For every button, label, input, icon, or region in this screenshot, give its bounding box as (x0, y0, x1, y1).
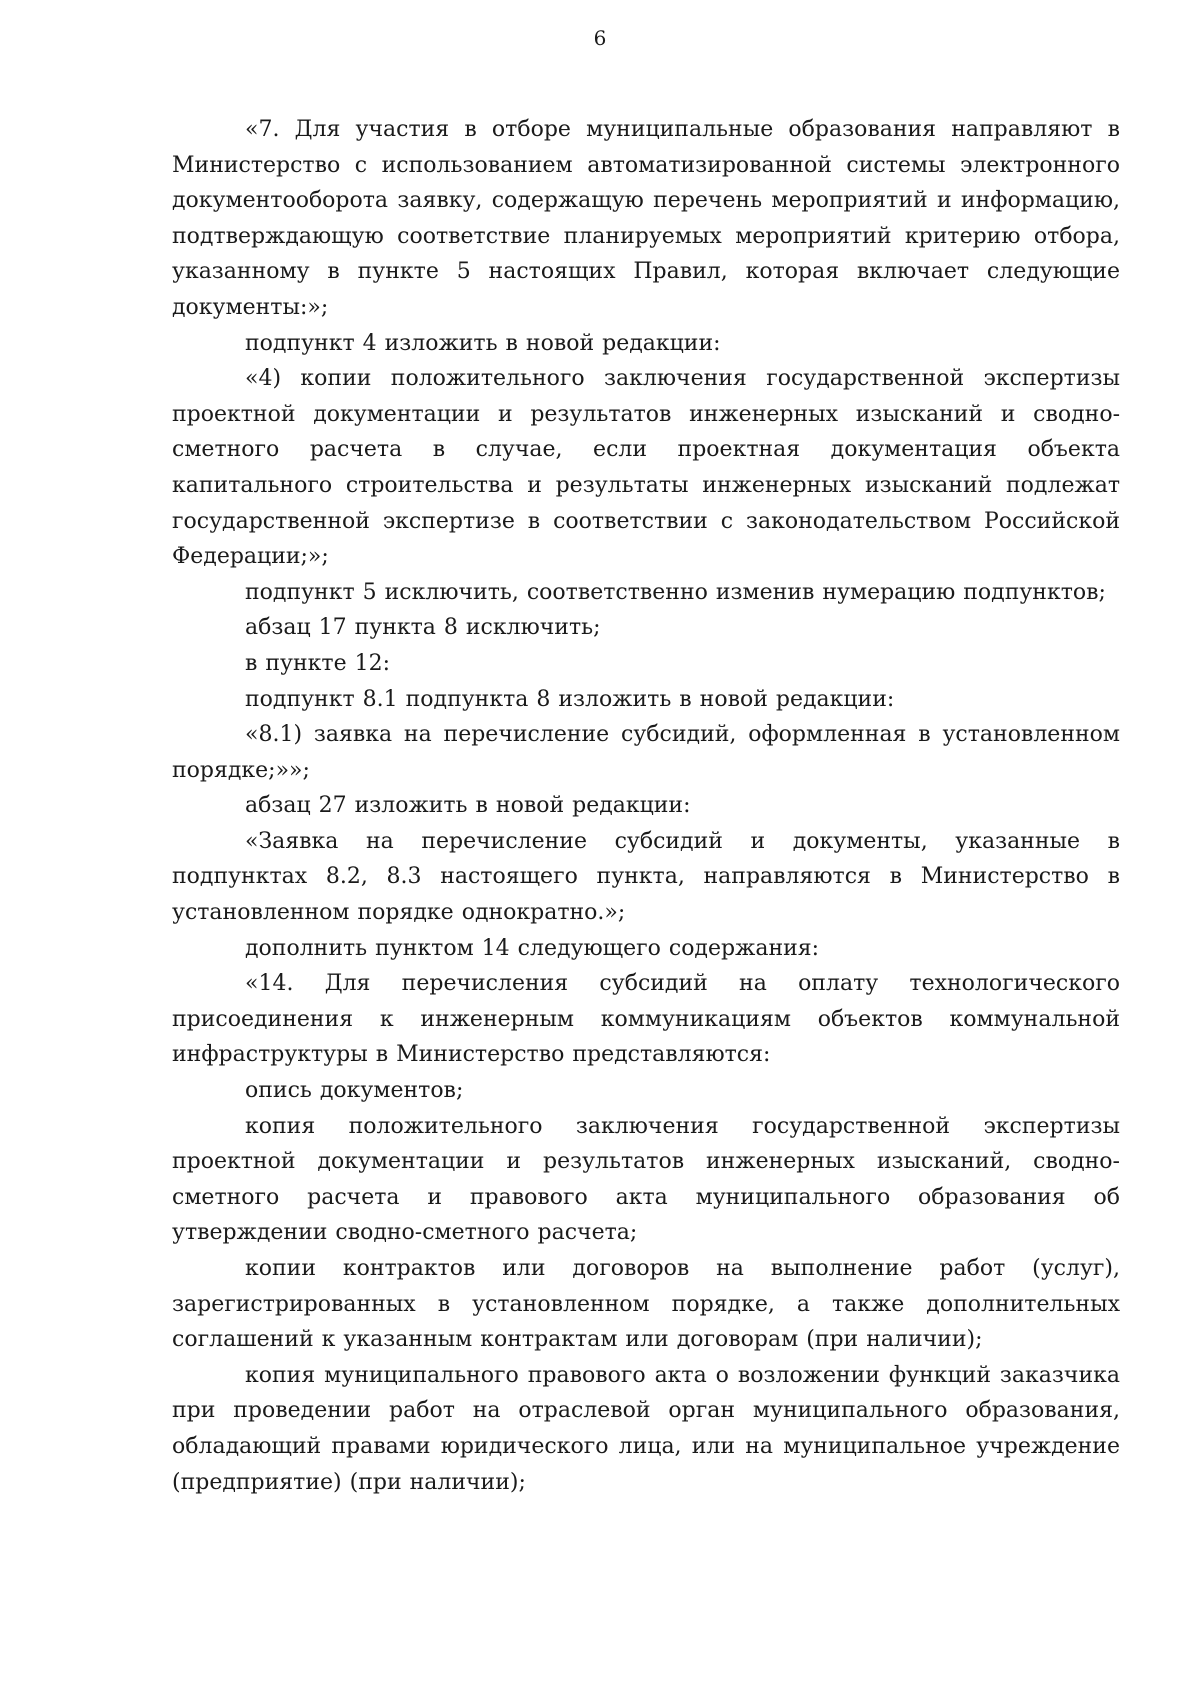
document-body (172, 112, 1120, 1500)
paragraph-legal-act-copy: копия муниципального правового акта о возложении функций заказчика при проведении работ на отраслевой орган муниципального образования, обладающий правами юридического лица, или на муниципальное учреждение (предприятие) (при наличии); (172, 1362, 1120, 1495)
paragraph-item-7: «7. Для участия в отборе муниципальные образования направляют в Министерство с использованием автоматизированной системы электронного документооборота заявку, содержащую перечень мероприятий и информацию, подтверждающую соответствие планируемых мероприятий критерию отбора, указанному в пункте 5 настоящих Правил, которая включает следующие документы:»; (172, 117, 1120, 320)
paragraph-subitem-4-text: «4) копии положительного заключения государственной экспертизы проектной документации и результатов инженерных изысканий и сводно-сметного расчета в случае, если проектная документация объекта капитального строительства и результаты инженерных изысканий подлежат государственной экспертизе в соответствии с законодательством Российской Федерации;»; (172, 366, 1120, 570)
paragraph-item-12-heading: в пункте 12: (245, 650, 390, 676)
paragraph-subitem-4-instruction: подпункт 4 изложить в новой редакции: (245, 330, 721, 356)
paragraph-subitem-8-1-instruction: подпункт 8.1 подпункта 8 изложить в новой редакции: (245, 686, 895, 712)
paragraph-item-14-instruction: дополнить пунктом 14 следующего содержания: (245, 935, 820, 961)
page-number: 6 (593, 26, 607, 50)
paragraph-subitem-5-exclude: подпункт 5 исключить, соответственно изменив нумерацию подпунктов; (245, 579, 1106, 605)
paragraph-document-list: опись документов; (245, 1078, 464, 1104)
paragraph-contracts-copies: копии контрактов или договоров на выполнение работ (услуг), зарегистрированных в установленном порядке, а также дополнительных соглашений к указанным контрактам или договорам (при наличии); (172, 1256, 1120, 1353)
paragraph-abzac-27-instruction: абзац 27 изложить в новой редакции: (245, 793, 691, 819)
paragraph-abzac-17-exclude: абзац 17 пункта 8 исключить; (245, 615, 601, 641)
paragraph-item-14-text: «14. Для перечисления субсидий на оплату технологического присоединения к инженерным коммуникациям объектов коммунальной инфраструктуры в Министерство представляются: (172, 971, 1120, 1068)
paragraph-abzac-27-text: «Заявка на перечисление субсидий и документы, указанные в подпунктах 8.2, 8.3 настоящего пункта, направляются в Министерство в установленном порядке однократно.»; (172, 828, 1120, 926)
paragraph-expertise-copy: копия положительного заключения государственной экспертизы проектной документации и результатов инженерных изысканий, сводно-сметного расчета и правового акта муниципального образования об утверждении сводно-сметного расчета; (172, 1113, 1120, 1246)
paragraph-subitem-8-1-text: «8.1) заявка на перечисление субсидий, оформленная в установленном порядке;»»; (172, 722, 1120, 783)
